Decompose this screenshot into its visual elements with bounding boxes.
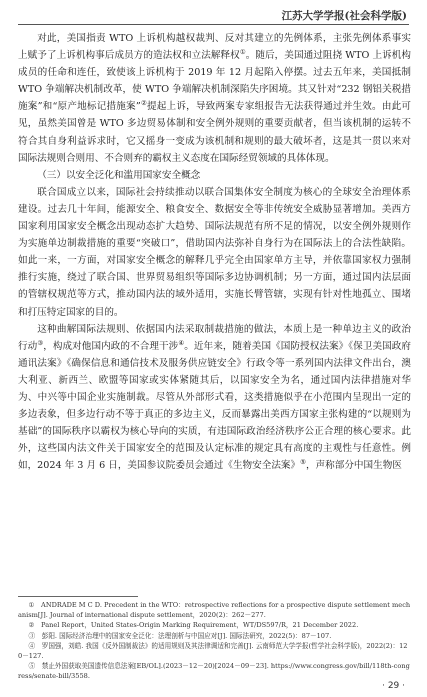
footnote-2: ② Panel Report，United States-Origin Marking Requirement，WT/DS597/R，21 December 2022. [28,621,359,630]
page-number: · 29 · [382,681,405,691]
footnote-mark-5: ⑤ [300,458,306,467]
paragraph-1-cont: 。随后，美国通过阻挠 WTO 上诉机构成员的任命和连任，致使该上诉机构于 2019 年 12 月起陷入停摆。过去五年来，美国抵制 WTO 争端解决机制改革，使 WTO 争端解决机制深陷失序困境。其又针对“232 钢铝关税措施案”和“原产地标记措施案” [18,50,412,113]
article-body [18,30,411,474]
paragraph-1-cont2: 提起上诉，导致两案专家组报告无法获得通过并生效。由此可见，虽然美国曾是 WTO 多边贸易体制和安全例外规则的重要贡献者，但当该机制的运转不符合其自身利益诉求时，它又摇身一变成为该机制和规则的最大破坏者，这是其一贯以来对国际法规则合则用、不合则弃的霸权主义态度在国际经贸领域的具体体现。 [18,101,412,164]
footnote-4: ④ 罗国强，刘皓. 我国《反外国制裁法》的适用规则及其法律调适和完善[J]. 云南师范大学学报(哲学社会科学版)，2022(2)：120－127. [18,641,408,661]
paragraph-3 [18,321,411,475]
paragraph-3-rest3: ，声称部分中国生物医 [305,460,402,472]
journal-header: 江苏大学学报(社会科学版) [281,10,407,22]
footnote-mark-2: ② [140,99,147,108]
footnote-3: ③ 彭阳. 国际经济治理中的国家安全泛化：法理剖析与中国应对[J]. 国际法研究，2022(5)：87－107. [28,631,332,640]
paragraph-3-rest2: 。近年来，随着美国《国防授权法案》《保卫美国政府通讯法案》《确保信息和通信技术及服务供应链安全》行政令等一系列国内法律文件出台，澳大利亚、新西兰、欧盟等国家或实体紧随其后，以国家安全为名，通过国内法律措施对华为、中兴等中国企业实施制裁。尽管从外部形式看，这类措施似乎在小范围内呈现出一定的多边表象，但多边行动不等于真正的多边主义，反而暴露出美西方国家主张构建的“以规则为基础”的国际秩序以霸权为核心导向的实质，有违国际政治经济秩序公正合理的核心要求。此外，这些国内法文件关于国家安全的范围及认定标准的规定具有高度的主观性与任意性。例如，2024 年 3 月 6 日，美国参议院委员会通过《生物安全法案》 [18,340,412,472]
paragraph-1 [18,30,411,167]
section-heading: （三）以安全泛化和滥用国家安全概念 [37,169,201,181]
paragraph-3-intro: 这种曲解国际法规则、依据国内法采取制裁措施的做法，本质上是一种单边主义的政治行动 [18,323,411,352]
footnote-mark-1: ① [239,47,246,56]
footnote-5: ⑤ 禁止外国获取美国遗传信息法案[EB/OL].(2023－12－20)[2024－09－23]. https://www.congress.gov/bill/118th-congress/senate-bill/3558. [18,662,410,681]
paragraph-3-rest: ，构成对他国内政的不合理干涉 [43,340,179,352]
paragraph-1-text: 对此，美国指责 WTO 上诉机构越权裁判、反对其建立的先例体系，主张先例体系事实上赋予了上诉机构事后成员方的造法权和立法解释权 [18,33,411,62]
footnote-mark-4: ④ [178,338,185,347]
header-rule [18,24,409,25]
footnotes [18,600,411,682]
paragraph-2: 联合国成立以来，国际社会持续推动以联合国集体安全制度为核心的全球安全治理体系建设。过去几十年间，能源安全、粮食安全、数据安全等非传统安全威胁显著增加。美西方国家利用国家安全概念出现动态扩大趋势、国际法规范有所不足的情况，以安全例外规则作为实施单边制裁措施的重要“突破口”，借助国内法弥补自身行为在国际法上的合法性缺陷。如此一来，一方面，对国家安全概念的解释几乎完全由国家单方主导，并依靠国家权力强制推行实施，绕过了联合国、世界贸易组织等国际多边协调机制；另一方面，通过国内法层面的管辖权规范等方式，推动国内法的域外适用，实施长臂管辖，实现有针对性地孤立、围堵和打压特定国家的目的。 [18,186,411,318]
footnote-rule [18,596,138,597]
footnote-1: ① ANDRADE M C D. Precedent in the WTO：retrospective reflections for a prospective dispute settlement mechanism[J]. Journal of international dispute settlement，2020(2)：262－277. [18,601,411,620]
footnote-mark-3: ③ [37,338,44,347]
